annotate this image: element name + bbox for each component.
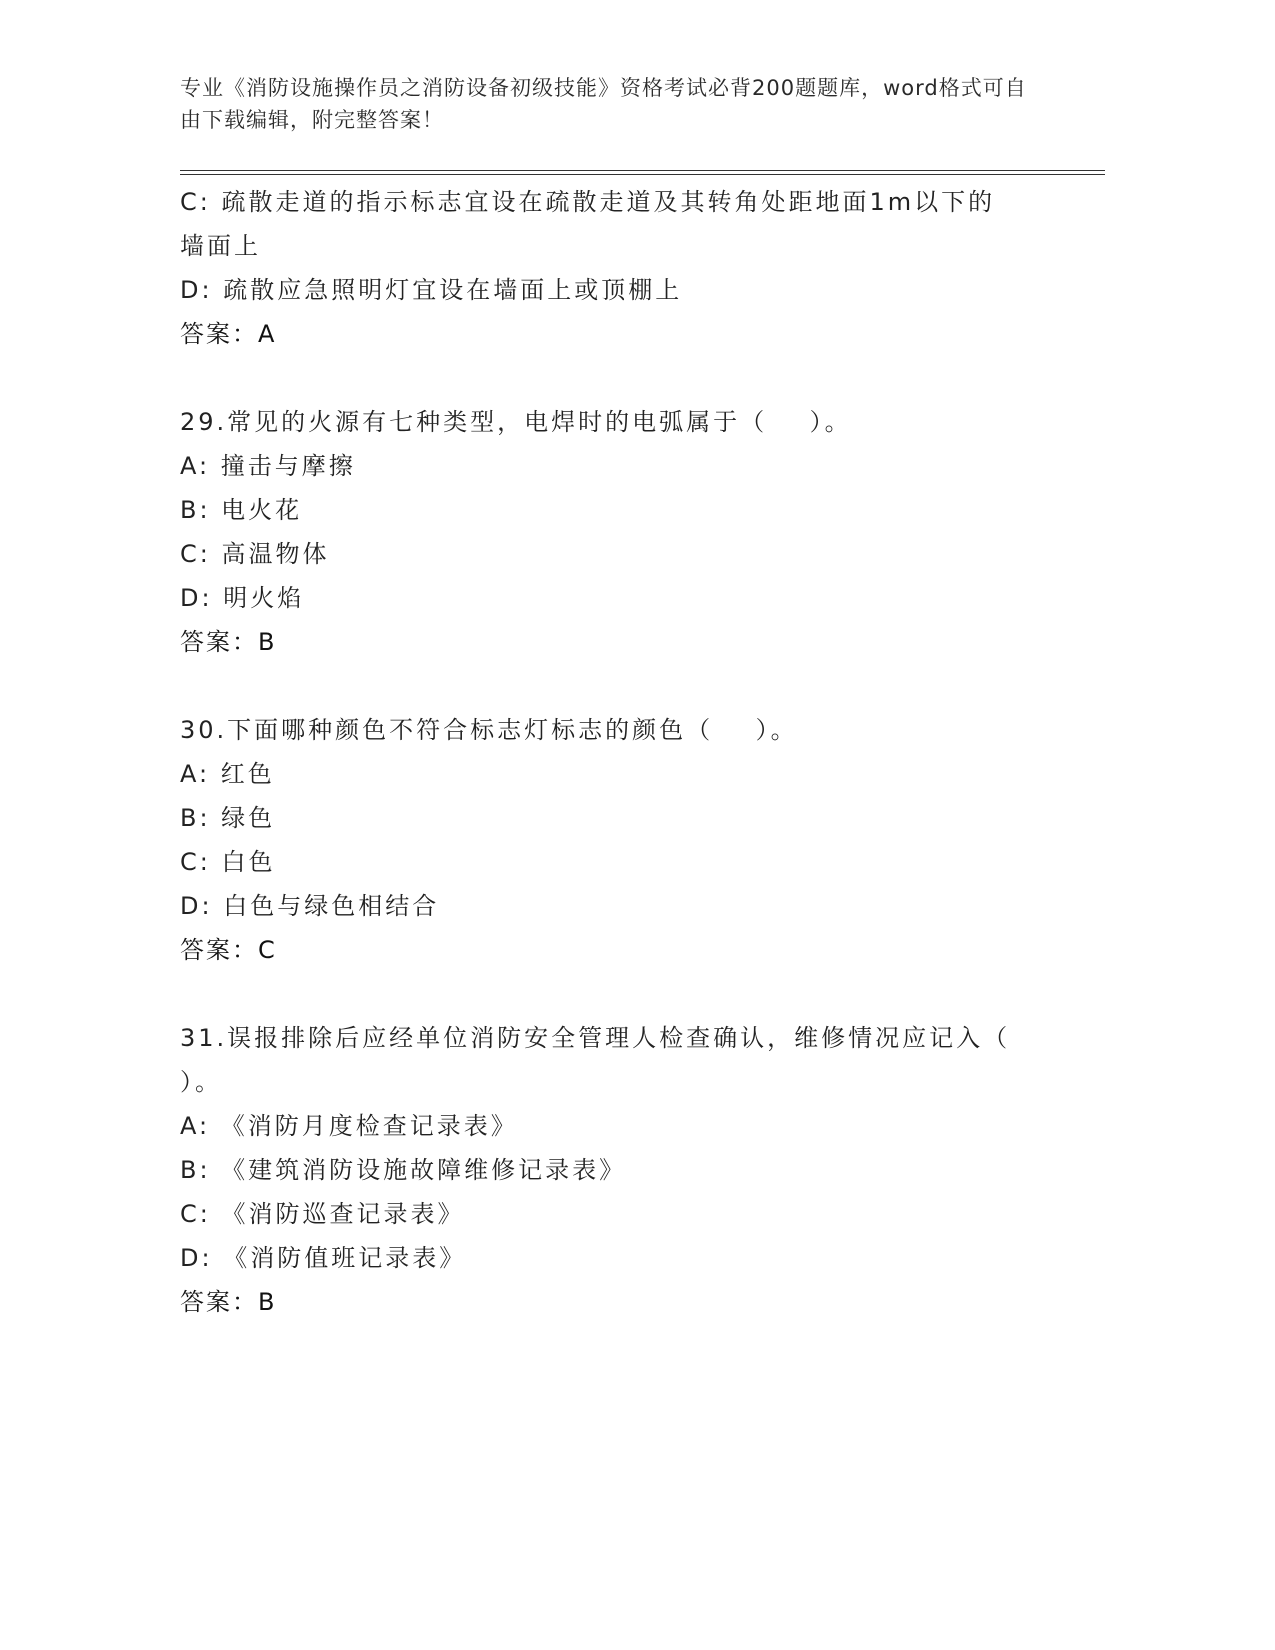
option-d: D: 《消防值班记录表》	[180, 1244, 467, 1272]
question-block-31	[180, 1016, 1040, 1324]
question-stem: 31.误报排除后应经单位消防安全管理人检查确认，维修情况应记入（	[180, 1024, 1011, 1052]
question-content	[180, 180, 1040, 1324]
question-stem: 30.下面哪种颜色不符合标志灯标志的颜色（ ）。	[180, 716, 798, 744]
option-c: C: 白色	[180, 848, 276, 876]
option-d: D: 白色与绿色相结合	[180, 892, 440, 920]
answer: 答案：B	[180, 1288, 277, 1316]
question-block-30	[180, 708, 1040, 972]
answer: 答案：B	[180, 628, 277, 656]
document-header	[180, 72, 1040, 136]
option-b: B: 电火花	[180, 496, 303, 524]
header-rule-bottom	[180, 174, 1105, 175]
spacer	[180, 356, 1040, 400]
question-stem: 29.常见的火源有七种类型，电焊时的电弧属于（ ）。	[180, 408, 852, 436]
answer: 答案：C	[180, 936, 277, 964]
spacer	[180, 664, 1040, 708]
option-a: A: 《消防月度检查记录表》	[180, 1112, 518, 1140]
header-rule-top	[180, 170, 1105, 171]
option-a: A: 撞击与摩擦	[180, 452, 356, 480]
option-c: C: 《消防巡查记录表》	[180, 1200, 465, 1228]
answer: 答案：A	[180, 320, 277, 348]
option-a: A: 红色	[180, 760, 275, 788]
spacer	[180, 972, 1040, 1016]
question-stem-continued: ）。	[180, 1068, 222, 1096]
option-d: D: 疏散应急照明灯宜设在墙面上或顶棚上	[180, 276, 683, 304]
option-c-continued: 墙面上	[180, 232, 261, 260]
option-b: B: 绿色	[180, 804, 276, 832]
question-block-29	[180, 400, 1040, 664]
header-text: 专业《消防设施操作员之消防设备初级技能》资格考试必背200题题库，word格式可自由下载编辑，附完整答案！	[180, 76, 1027, 132]
option-c: C: 高温物体	[180, 540, 330, 568]
question-block-28	[180, 180, 1040, 356]
option-b: B: 《建筑消防设施故障维修记录表》	[180, 1156, 627, 1184]
option-d: D: 明火焰	[180, 584, 305, 612]
option-c: C: 疏散走道的指示标志宜设在疏散走道及其转角处距地面1m以下的	[180, 188, 996, 216]
